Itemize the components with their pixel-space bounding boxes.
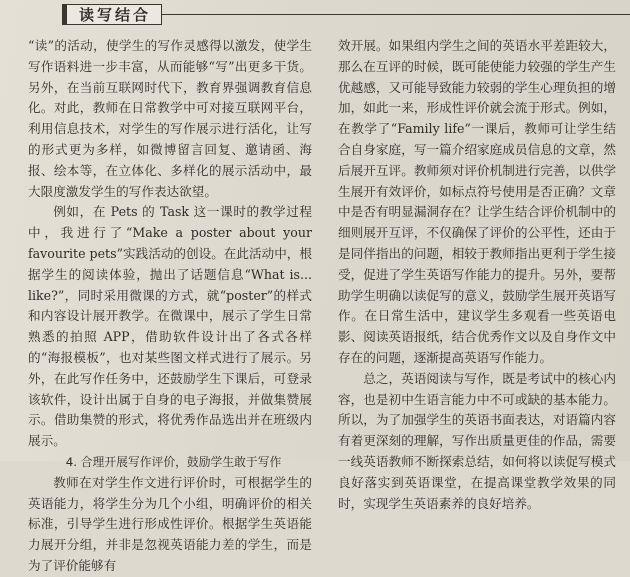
right-paragraph-1: 效开展。如果组内学生之间的英语水平差距较大，那么在互评的时候，既可能使能力较强的学生产生优越感，又可能导致能力较弱的学生心理负担的增加，如此一来，形成性评价就会流于形式。例如，在教学了“Family life”一课后，教师可让学生结合自身家庭，写一篇介绍家庭成员信息的文章，然后展开互评。教师须对评价机制进行完善，以供学生展开有效评价，如标点符号使用是否正确？文章中是否有明显漏洞存在？让学生结合评价机制中的细则展开互评，不仅确保了评价的公平性，还由于是同伴指出的问题，相较于教师指出更利于学生接受，促进了学生英语写作能力的提升。另外，要帮助学生明确以读促写的意义，鼓励学生展开英语写作。在日常生活中，建议学生多观看一些英语电影、阅读英语报纸，结合优秀作文以及自身作文中存在的问题，逐渐提高英语写作能力。 xyxy=(338,38,616,365)
section-label-box xyxy=(62,4,162,25)
right-paragraph-2: 总之，英语阅读与写作，既是考试中的核心内容，也是初中生语言能力中不可或缺的基本能力。所以，为了加强学生的英语书面表达，对语篇内容有着更深刻的理解，写作出质量更佳的作品，需要一线英语教师不断探索总结，如何将以读促写模式良好落实到英语课堂，在提高课堂教学效果的同时，实现学生英语素养的良好培养。 xyxy=(338,370,616,511)
left-paragraph-1: “读”的活动，使学生的写作灵感得以激发，使学生写作语料进一步丰富，从而能够“写”出更多干货。另外，在当前互联网时代下，教育界强调教育信息化。对此，教师在日常教学中可对接互联网平台，利用信息技术，对学生的写作展示进行活化，让写的形式更为多样，如微博留言回复、邀请函、海报、绘本等，在立体化、多样化的展示活动中，最大限度激发学生的写作表达欲望。 xyxy=(28,38,312,199)
right-column xyxy=(338,36,616,514)
left-column xyxy=(28,36,312,577)
header-rule xyxy=(162,14,630,15)
left-paragraph-2: 例如，在 Pets 的 Task 这一课时的教学过程中，我进行了“Make a poster about your favourite pets”实践活动的创设。在此活动中，根据学生的阅读体验，抛出了话题信息“What is... like?”，同时采用微课的方式，就“poster”的样式和内容设计展开教学。在微课中，展示了学生日常熟悉的拍照 APP，借助软件设计出了各式各样的“海报模板”，也对某些图文样式进行了展示。另外，在此写作任务中，还鼓励学生下课后，可登录该软件，设计出属于自身的电子海报，并做集赞展示。借助集赞的形式，将优秀作品选出并在班级内展示。 xyxy=(28,204,312,449)
section-title: 读写结合 xyxy=(79,6,152,24)
section-subheading: 4. 合理开展写作评价，鼓励学生敢于写作 xyxy=(65,454,282,469)
page-header xyxy=(0,0,630,30)
left-paragraph-3: 教师在对学生作文进行评价时，可根据学生的英语能力，将学生分为几个小组，明确评价的相关标准，引导学生进行形成性评价。根据学生英语能力展开分组，并非是忽视英语能力差的学生，而是为了评价能够有 xyxy=(28,474,312,573)
